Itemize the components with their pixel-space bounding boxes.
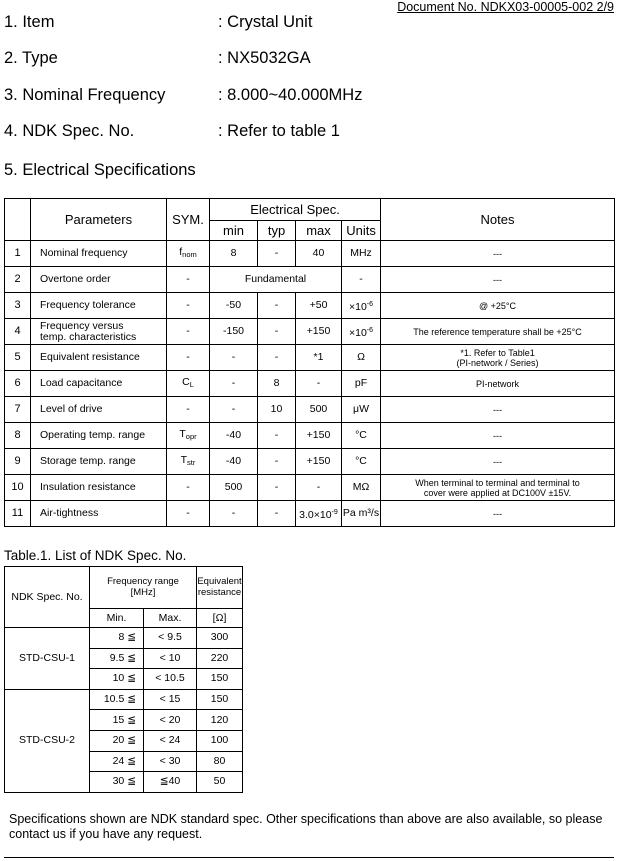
spec-row-max-value: +150 xyxy=(306,325,331,337)
table1-max: < 15 xyxy=(144,689,197,710)
spec-row-symbol-subscript: opr xyxy=(185,432,197,441)
spec-header-electrical: Electrical Spec. xyxy=(210,199,381,221)
table1-row xyxy=(5,689,243,710)
spec-row-parameter: Insulation resistance xyxy=(31,475,167,501)
spec-row-typ: - xyxy=(258,449,296,475)
spec-row-max-value: 3.0×10 xyxy=(299,508,332,521)
spec-row-parameter xyxy=(31,319,167,345)
spec-row-units xyxy=(342,501,381,527)
spec-row-symbol-subscript: L xyxy=(189,380,194,389)
table1-resistance: 150 xyxy=(197,669,243,690)
item-4-label: 4. NDK Spec. No. xyxy=(4,122,135,140)
spec-row-units xyxy=(342,241,381,267)
spec-header-parameters: Parameters xyxy=(31,199,167,241)
spec-row-symbol-subscript: nom xyxy=(182,250,197,259)
table1-resistance: 80 xyxy=(197,751,243,772)
table1-min: 8 ≦ xyxy=(90,628,144,649)
spec-row-typ: - xyxy=(258,423,296,449)
spec-row-notes-line1: When terminal to terminal and terminal to xyxy=(415,477,580,488)
spec-row-max xyxy=(296,241,342,267)
spec-row-notes-line2: (PI-network / Series) xyxy=(456,357,539,368)
table1-max: < 10 xyxy=(144,648,197,669)
table1-row xyxy=(5,628,243,649)
spec-row-symbol xyxy=(167,293,210,319)
spec-row-typ: 10 xyxy=(258,397,296,423)
spec-row-notes-line1: *1. Refer to Table1 xyxy=(460,347,535,358)
spec-row-min: -150 xyxy=(210,319,258,345)
item-3-label: 3. Nominal Frequency xyxy=(4,86,166,104)
spec-row-no: 10 xyxy=(5,475,31,501)
spec-row xyxy=(5,345,615,371)
spec-row-no: 2 xyxy=(5,267,31,293)
spec-row-max-value: +150 xyxy=(306,455,331,467)
spec-row xyxy=(5,397,615,423)
spec-row-max xyxy=(296,371,342,397)
spec-row-symbol-main: - xyxy=(186,325,190,337)
spec-row-parameter: Level of drive xyxy=(31,397,167,423)
spec-row-min: - xyxy=(210,371,258,397)
spec-row xyxy=(5,501,615,527)
spec-row-symbol xyxy=(167,475,210,501)
spec-row-parameter-line1: Frequency versus xyxy=(40,319,124,332)
spec-row-units xyxy=(342,371,381,397)
spec-row-notes xyxy=(381,345,615,371)
table1-min: 10 ≦ xyxy=(90,669,144,690)
spec-row-units-value: - xyxy=(359,273,363,285)
t1-header-resistance-label: resistance xyxy=(197,586,242,598)
table1-min: 24 ≦ xyxy=(90,751,144,772)
spec-row-units-value: MHz xyxy=(350,247,372,259)
spec-row-parameter: Frequency tolerance xyxy=(31,293,167,319)
spec-row-parameter-line2: temp. characteristics xyxy=(40,330,137,343)
item-1-value: : Crystal Unit xyxy=(218,13,313,31)
spec-row-units-value: μW xyxy=(353,403,369,415)
spec-row-typ: - xyxy=(258,241,296,267)
spec-row-max-exponent: -9 xyxy=(331,508,338,516)
table1-min: 30 ≦ xyxy=(90,772,144,793)
table1-max: < 20 xyxy=(144,710,197,731)
spec-row-max xyxy=(296,449,342,475)
table1-spec-no: STD-CSU-1 xyxy=(5,628,90,690)
spec-row-parameter: Storage temp. range xyxy=(31,449,167,475)
spec-header-no xyxy=(5,199,31,241)
spec-row-max xyxy=(296,293,342,319)
ndk-spec-list-table xyxy=(4,566,243,793)
spec-row-notes xyxy=(381,475,615,501)
t1-header-equivalent-label: Equivalent xyxy=(197,576,242,587)
spec-row-max xyxy=(296,319,342,345)
electrical-spec-table xyxy=(4,198,615,527)
spec-row-max xyxy=(296,501,342,527)
spec-row-symbol-main: - xyxy=(186,481,190,493)
spec-row-notes: --- xyxy=(381,449,615,475)
spec-row-parameter: Overtone order xyxy=(31,267,167,293)
t1-header-freq-range-label: Frequency range xyxy=(107,576,179,587)
spec-row-notes: --- xyxy=(381,423,615,449)
spec-row-symbol xyxy=(167,345,210,371)
spec-row-max-value: *1 xyxy=(313,351,324,363)
spec-header-units: Units xyxy=(342,221,381,241)
spec-row-max-value: - xyxy=(316,481,321,493)
t1-header-min: Min. xyxy=(90,609,144,628)
spec-row-notes: PI-network xyxy=(381,371,615,397)
spec-row-no: 1 xyxy=(5,241,31,267)
spec-row-notes: --- xyxy=(381,267,615,293)
spec-row-max xyxy=(296,475,342,501)
table1-resistance: 50 xyxy=(197,772,243,793)
spec-row-min: -40 xyxy=(210,449,258,475)
spec-row-max xyxy=(296,423,342,449)
spec-row-typ: - xyxy=(258,501,296,527)
spec-row xyxy=(5,293,615,319)
item-5-label: 5. Electrical Specifications xyxy=(4,161,196,179)
spec-row-units xyxy=(342,319,381,345)
spec-row-max-value: 500 xyxy=(309,403,328,415)
spec-row-no: 8 xyxy=(5,423,31,449)
spec-row-min: - xyxy=(210,397,258,423)
item-1-label: 1. Item xyxy=(4,13,55,31)
spec-row-min: 500 xyxy=(210,475,258,501)
spec-row-units xyxy=(342,293,381,319)
t1-header-freq-range xyxy=(90,567,197,609)
spec-row-max-value: - xyxy=(316,377,321,389)
spec-row-symbol-subscript: str xyxy=(187,458,196,467)
spec-row xyxy=(5,449,615,475)
spec-row-min: -40 xyxy=(210,423,258,449)
table1-min: 10.5 ≦ xyxy=(90,689,144,710)
spec-row xyxy=(5,371,615,397)
spec-row-units xyxy=(342,449,381,475)
spec-row-units-value: °C xyxy=(355,429,367,441)
spec-row-typ: 8 xyxy=(258,371,296,397)
spec-row-symbol-main: T xyxy=(180,454,188,466)
spec-row-symbol xyxy=(167,241,210,267)
spec-row-symbol-main: T xyxy=(179,428,186,440)
spec-header-min: min xyxy=(210,221,258,241)
spec-row-merged-value: Fundamental xyxy=(210,267,342,293)
spec-row-typ: - xyxy=(258,319,296,345)
spec-row-no: 9 xyxy=(5,449,31,475)
spec-row-notes: --- xyxy=(381,501,615,527)
spec-row xyxy=(5,475,615,501)
spec-row-units xyxy=(342,397,381,423)
item-3-value: : 8.000~40.000MHz xyxy=(218,86,363,104)
spec-row-symbol-main: - xyxy=(186,299,190,311)
spec-row-no: 6 xyxy=(5,371,31,397)
spec-row xyxy=(5,267,615,293)
table1-max: ≦40 xyxy=(144,772,197,793)
spec-row-no: 4 xyxy=(5,319,31,345)
spec-row-max xyxy=(296,397,342,423)
spec-row-symbol xyxy=(167,423,210,449)
spec-row-symbol xyxy=(167,319,210,345)
table1-resistance: 220 xyxy=(197,648,243,669)
item-4-value: : Refer to table 1 xyxy=(218,122,340,140)
spec-row-notes: --- xyxy=(381,241,615,267)
spec-row-min: - xyxy=(210,501,258,527)
document-number: Document No. NDKX03-00005-002 2/9 xyxy=(397,0,614,14)
spec-row-parameter: Equivalent resistance xyxy=(31,345,167,371)
spec-row-units-value: ×10 xyxy=(348,326,367,339)
spec-row xyxy=(5,423,615,449)
table1-min: 15 ≦ xyxy=(90,710,144,731)
spec-row-notes: @ +25°C xyxy=(381,293,615,319)
bottom-rule xyxy=(4,857,614,858)
spec-row-min: - xyxy=(210,345,258,371)
t1-header-equivalent xyxy=(197,567,243,609)
spec-row-units-value: °C xyxy=(355,455,367,467)
t1-header-ohm: [Ω] xyxy=(197,609,243,628)
spec-row-units-value: Ω xyxy=(357,351,365,363)
spec-row-symbol-main: - xyxy=(186,507,190,519)
t1-header-freq-unit: [MHz] xyxy=(130,586,156,598)
t1-header-max: Max. xyxy=(144,609,197,628)
table1-resistance: 100 xyxy=(197,730,243,751)
t1-header-spec-no: NDK Spec. No. xyxy=(5,567,90,628)
spec-row-units-exponent: -6 xyxy=(366,326,374,334)
spec-row-parameter: Load capacitance xyxy=(31,371,167,397)
spec-row-notes-line2: cover were applied at DC100V ±15V. xyxy=(423,487,572,498)
spec-row-units-value: Pa m³/s xyxy=(342,507,380,519)
spec-row-units-exponent: -6 xyxy=(366,300,374,308)
spec-row-symbol xyxy=(167,397,210,423)
spec-row-symbol-main: - xyxy=(186,403,190,415)
spec-header-sym: SYM. xyxy=(167,199,210,241)
spec-row-max-value: +50 xyxy=(309,299,328,311)
spec-row-max xyxy=(296,345,342,371)
spec-row-units xyxy=(342,423,381,449)
table1-title: Table.1. List of NDK Spec. No. xyxy=(4,548,187,563)
table1-max: < 24 xyxy=(144,730,197,751)
table1-max: < 10.5 xyxy=(144,669,197,690)
spec-row-notes: --- xyxy=(381,397,615,423)
table1-max: < 9.5 xyxy=(144,628,197,649)
spec-header-max: max xyxy=(296,221,342,241)
table1-spec-no: STD-CSU-2 xyxy=(5,689,90,792)
spec-row-symbol xyxy=(167,267,210,293)
spec-row-no: 11 xyxy=(5,501,31,527)
spec-header-notes: Notes xyxy=(381,199,615,241)
spec-row-symbol-main: - xyxy=(186,351,190,363)
spec-row-units-value: MΩ xyxy=(352,481,370,493)
table1-resistance: 150 xyxy=(197,689,243,710)
spec-row-parameter: Operating temp. range xyxy=(31,423,167,449)
item-2-value: : NX5032GA xyxy=(218,49,311,67)
spec-row-symbol-main: - xyxy=(186,273,190,285)
spec-row-units xyxy=(342,267,381,293)
spec-row-symbol xyxy=(167,371,210,397)
table1-resistance: 300 xyxy=(197,628,243,649)
spec-row-units-value: pF xyxy=(354,377,368,389)
spec-row xyxy=(5,241,615,267)
item-2-label: 2. Type xyxy=(4,49,58,67)
spec-row-max-value: 40 xyxy=(312,247,325,259)
spec-row-typ: - xyxy=(258,293,296,319)
spec-row-typ: - xyxy=(258,345,296,371)
spec-row-symbol xyxy=(167,501,210,527)
table1-min: 9.5 ≦ xyxy=(90,648,144,669)
spec-row-parameter: Nominal frequency xyxy=(31,241,167,267)
spec-row-notes: The reference temperature shall be +25°C xyxy=(381,319,615,345)
table1-resistance: 120 xyxy=(197,710,243,731)
spec-row-units xyxy=(342,345,381,371)
spec-row-parameter: Air-tightness xyxy=(31,501,167,527)
spec-row-max-value: +150 xyxy=(306,429,331,441)
table1-max: < 30 xyxy=(144,751,197,772)
spec-row xyxy=(5,319,615,345)
table1-min: 20 ≦ xyxy=(90,730,144,751)
spec-row-min: 8 xyxy=(210,241,258,267)
spec-row-no: 5 xyxy=(5,345,31,371)
spec-row-symbol-main: C xyxy=(182,376,190,388)
spec-row-symbol-main: f xyxy=(179,246,183,258)
spec-row-symbol xyxy=(167,449,210,475)
spec-row-no: 7 xyxy=(5,397,31,423)
spec-row-units-value: ×10 xyxy=(348,300,367,313)
footer-note: Specifications shown are NDK standard spec. Other specifications than above are also available, so please contact us if you have any request. xyxy=(9,812,603,841)
spec-row-no: 3 xyxy=(5,293,31,319)
spec-row-min: -50 xyxy=(210,293,258,319)
spec-row-typ: - xyxy=(258,475,296,501)
spec-header-typ: typ xyxy=(258,221,296,241)
spec-row-units xyxy=(342,475,381,501)
